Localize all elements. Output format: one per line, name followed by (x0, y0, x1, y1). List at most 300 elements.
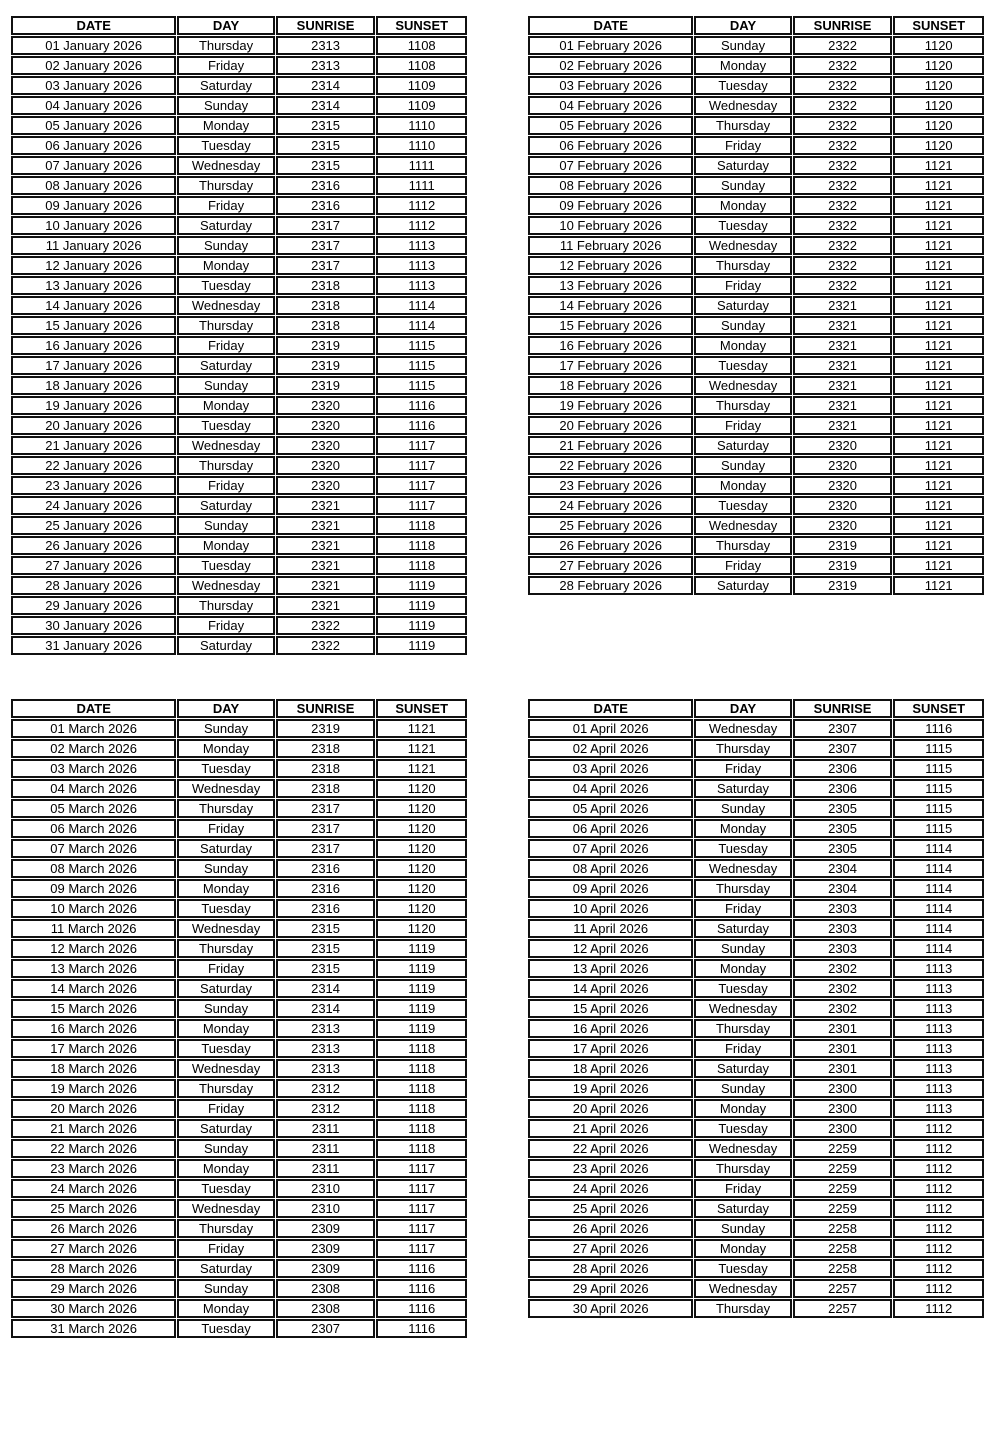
cell-date: 04 January 2026 (11, 96, 176, 115)
cell-sunrise: 2315 (276, 959, 376, 978)
cell-sunset: 1116 (376, 1319, 467, 1338)
cell-day: Saturday (694, 1059, 791, 1078)
cell-date: 12 January 2026 (11, 256, 176, 275)
table-header-row (11, 16, 467, 35)
cell-day: Friday (177, 476, 274, 495)
cell-sunrise: 2320 (276, 476, 376, 495)
cell-sunset: 1116 (376, 1259, 467, 1278)
cell-sunset: 1121 (893, 496, 984, 515)
cell-sunrise: 2259 (793, 1199, 893, 1218)
cell-day: Wednesday (694, 516, 791, 535)
cell-day: Friday (694, 899, 791, 918)
table-row (11, 1199, 467, 1218)
table-row (11, 536, 467, 555)
cell-sunrise: 2321 (276, 556, 376, 575)
cell-sunset: 1120 (893, 136, 984, 155)
cell-date: 13 April 2026 (528, 959, 693, 978)
cell-sunset: 1117 (376, 1159, 467, 1178)
cell-day: Sunday (694, 1219, 791, 1238)
cell-day: Monday (177, 1299, 274, 1318)
cell-sunrise: 2311 (276, 1159, 376, 1178)
cell-sunset: 1121 (893, 556, 984, 575)
cell-sunrise: 2321 (793, 416, 893, 435)
cell-sunset: 1119 (376, 616, 467, 635)
cell-date: 02 February 2026 (528, 56, 693, 75)
cell-sunrise: 2312 (276, 1099, 376, 1118)
cell-sunset: 1113 (893, 1059, 984, 1078)
cell-date: 22 April 2026 (528, 1139, 693, 1158)
cell-sunrise: 2321 (793, 296, 893, 315)
column-header-sunset: SUNSET (893, 16, 984, 35)
cell-day: Monday (177, 116, 274, 135)
cell-day: Monday (694, 336, 791, 355)
cell-date: 11 January 2026 (11, 236, 176, 255)
table-row (528, 859, 984, 878)
table-row (11, 216, 467, 235)
cell-sunrise: 2322 (793, 276, 893, 295)
cell-day: Saturday (177, 496, 274, 515)
cell-sunset: 1112 (893, 1159, 984, 1178)
cell-day: Wednesday (177, 1059, 274, 1078)
cell-sunset: 1114 (893, 919, 984, 938)
cell-day: Sunday (694, 316, 791, 335)
cell-day: Monday (694, 196, 791, 215)
cell-sunset: 1121 (376, 719, 467, 738)
table-row (11, 839, 467, 858)
cell-sunset: 1112 (893, 1199, 984, 1218)
cell-date: 15 February 2026 (528, 316, 693, 335)
cell-sunrise: 2320 (276, 396, 376, 415)
cell-day: Tuesday (694, 356, 791, 375)
column-header-sunset: SUNSET (893, 699, 984, 718)
cell-date: 13 March 2026 (11, 959, 176, 978)
cell-sunrise: 2322 (793, 136, 893, 155)
cell-sunset: 1112 (893, 1299, 984, 1318)
cell-sunset: 1117 (376, 1199, 467, 1218)
cell-date: 03 March 2026 (11, 759, 176, 778)
table-row (11, 1119, 467, 1138)
cell-sunset: 1113 (376, 276, 467, 295)
cell-day: Saturday (694, 1199, 791, 1218)
cell-sunset: 1113 (893, 1079, 984, 1098)
cell-sunset: 1114 (376, 316, 467, 335)
table-row (528, 516, 984, 535)
cell-day: Thursday (177, 799, 274, 818)
cell-sunset: 1112 (893, 1239, 984, 1258)
cell-date: 09 January 2026 (11, 196, 176, 215)
cell-sunrise: 2321 (276, 496, 376, 515)
cell-date: 24 April 2026 (528, 1179, 693, 1198)
cell-day: Monday (177, 396, 274, 415)
table-row (528, 939, 984, 958)
table-row (11, 1019, 467, 1038)
cell-day: Monday (177, 1159, 274, 1178)
cell-date: 29 April 2026 (528, 1279, 693, 1298)
cell-sunrise: 2320 (793, 476, 893, 495)
cell-sunset: 1120 (376, 779, 467, 798)
cell-date: 27 March 2026 (11, 1239, 176, 1258)
cell-day: Tuesday (694, 979, 791, 998)
cell-sunrise: 2306 (793, 759, 893, 778)
cell-day: Thursday (177, 1079, 274, 1098)
table-row (528, 1059, 984, 1078)
cell-sunrise: 2320 (793, 516, 893, 535)
cell-day: Thursday (694, 256, 791, 275)
cell-sunrise: 2322 (276, 636, 376, 655)
cell-date: 10 April 2026 (528, 899, 693, 918)
sunrise-sunset-table-april (527, 698, 985, 1319)
cell-sunrise: 2322 (793, 236, 893, 255)
cell-date: 06 January 2026 (11, 136, 176, 155)
cell-day: Wednesday (694, 859, 791, 878)
table-row (528, 719, 984, 738)
cell-date: 10 January 2026 (11, 216, 176, 235)
table-row (528, 1239, 984, 1258)
cell-sunset: 1118 (376, 1119, 467, 1138)
cell-date: 10 February 2026 (528, 216, 693, 235)
cell-sunrise: 2317 (276, 819, 376, 838)
table-row (11, 1219, 467, 1238)
cell-sunrise: 2308 (276, 1279, 376, 1298)
table-row (11, 1259, 467, 1278)
cell-sunrise: 2319 (793, 576, 893, 595)
table-row (528, 316, 984, 335)
table-row (11, 759, 467, 778)
cell-day: Saturday (694, 779, 791, 798)
cell-sunrise: 2322 (793, 116, 893, 135)
cell-date: 03 February 2026 (528, 76, 693, 95)
cell-sunrise: 2313 (276, 36, 376, 55)
cell-day: Monday (177, 739, 274, 758)
table-row (528, 56, 984, 75)
cell-sunset: 1121 (893, 376, 984, 395)
cell-date: 04 April 2026 (528, 779, 693, 798)
cell-sunrise: 2321 (793, 396, 893, 415)
table-row (11, 939, 467, 958)
cell-day: Monday (177, 536, 274, 555)
table-row (11, 36, 467, 55)
cell-sunset: 1113 (893, 1039, 984, 1058)
cell-date: 09 April 2026 (528, 879, 693, 898)
cell-date: 27 January 2026 (11, 556, 176, 575)
cell-sunset: 1115 (893, 819, 984, 838)
column-header-sunrise: SUNRISE (276, 699, 376, 718)
column-header-date: DATE (528, 699, 693, 718)
cell-date: 08 April 2026 (528, 859, 693, 878)
cell-date: 02 April 2026 (528, 739, 693, 758)
table-row (11, 336, 467, 355)
cell-date: 25 April 2026 (528, 1199, 693, 1218)
cell-sunrise: 2320 (793, 456, 893, 475)
cell-day: Sunday (694, 1079, 791, 1098)
table-row (11, 1139, 467, 1158)
cell-day: Monday (694, 56, 791, 75)
cell-day: Tuesday (177, 899, 274, 918)
table-row (528, 1279, 984, 1298)
cell-sunset: 1121 (893, 456, 984, 475)
table-row (528, 779, 984, 798)
cell-sunrise: 2315 (276, 156, 376, 175)
cell-sunset: 1120 (893, 96, 984, 115)
cell-date: 18 April 2026 (528, 1059, 693, 1078)
table-row (11, 136, 467, 155)
cell-date: 20 April 2026 (528, 1099, 693, 1118)
cell-sunrise: 2309 (276, 1259, 376, 1278)
cell-day: Tuesday (694, 839, 791, 858)
cell-sunrise: 2321 (793, 316, 893, 335)
cell-day: Monday (694, 476, 791, 495)
cell-day: Tuesday (177, 416, 274, 435)
cell-sunrise: 2300 (793, 1079, 893, 1098)
table-row (528, 276, 984, 295)
cell-sunset: 1112 (893, 1139, 984, 1158)
table-row (528, 1079, 984, 1098)
cell-sunset: 1121 (893, 176, 984, 195)
cell-date: 16 April 2026 (528, 1019, 693, 1038)
table-row (11, 236, 467, 255)
cell-day: Thursday (177, 316, 274, 335)
cell-sunset: 1118 (376, 1059, 467, 1078)
cell-date: 26 January 2026 (11, 536, 176, 555)
cell-day: Tuesday (694, 1119, 791, 1138)
cell-sunset: 1120 (376, 819, 467, 838)
table-row (11, 116, 467, 135)
cell-date: 18 January 2026 (11, 376, 176, 395)
table-row (528, 396, 984, 415)
table-row (528, 819, 984, 838)
sunrise-sunset-table-march (10, 698, 468, 1339)
column-header-day: DAY (177, 699, 274, 718)
cell-date: 17 January 2026 (11, 356, 176, 375)
cell-date: 01 April 2026 (528, 719, 693, 738)
table-row (11, 1059, 467, 1078)
cell-sunrise: 2321 (276, 596, 376, 615)
table-row (528, 979, 984, 998)
cell-sunrise: 2315 (276, 939, 376, 958)
cell-sunrise: 2305 (793, 839, 893, 858)
cell-date: 09 March 2026 (11, 879, 176, 898)
cell-date: 20 March 2026 (11, 1099, 176, 1118)
table-row (528, 759, 984, 778)
cell-sunrise: 2304 (793, 859, 893, 878)
table-row (528, 216, 984, 235)
cell-sunset: 1120 (376, 919, 467, 938)
cell-sunset: 1115 (376, 376, 467, 395)
cell-day: Tuesday (177, 1179, 274, 1198)
cell-date: 24 January 2026 (11, 496, 176, 515)
cell-sunset: 1111 (376, 156, 467, 175)
table-row (11, 739, 467, 758)
cell-sunrise: 2302 (793, 999, 893, 1018)
table-row (11, 176, 467, 195)
cell-sunrise: 2322 (793, 36, 893, 55)
cell-date: 16 March 2026 (11, 1019, 176, 1038)
table-row (11, 436, 467, 455)
cell-sunset: 1112 (893, 1179, 984, 1198)
cell-date: 28 January 2026 (11, 576, 176, 595)
table-row (528, 376, 984, 395)
sunrise-sunset-table-february (527, 15, 985, 596)
cell-date: 15 March 2026 (11, 999, 176, 1018)
table-row (11, 819, 467, 838)
cell-sunset: 1120 (376, 839, 467, 858)
column-header-day: DAY (694, 699, 791, 718)
cell-sunrise: 2322 (793, 176, 893, 195)
table-row (528, 899, 984, 918)
cell-sunset: 1113 (893, 1019, 984, 1038)
cell-day: Sunday (694, 176, 791, 195)
cell-day: Thursday (694, 739, 791, 758)
cell-date: 25 February 2026 (528, 516, 693, 535)
table-row (528, 556, 984, 575)
table-row (11, 859, 467, 878)
cell-sunset: 1110 (376, 136, 467, 155)
cell-sunrise: 2313 (276, 1019, 376, 1038)
cell-sunrise: 2318 (276, 316, 376, 335)
cell-sunset: 1120 (893, 116, 984, 135)
table-row (528, 496, 984, 515)
cell-day: Tuesday (177, 759, 274, 778)
cell-day: Sunday (177, 1139, 274, 1158)
table-row (528, 116, 984, 135)
table-row (528, 1219, 984, 1238)
cell-day: Tuesday (177, 276, 274, 295)
cell-date: 05 April 2026 (528, 799, 693, 818)
cell-day: Tuesday (177, 556, 274, 575)
cell-sunrise: 2317 (276, 256, 376, 275)
cell-sunrise: 2259 (793, 1179, 893, 1198)
cell-day: Saturday (177, 1259, 274, 1278)
table-row (528, 739, 984, 758)
cell-sunset: 1112 (893, 1219, 984, 1238)
cell-sunset: 1119 (376, 576, 467, 595)
cell-date: 28 April 2026 (528, 1259, 693, 1278)
cell-sunrise: 2313 (276, 56, 376, 75)
table-row (528, 336, 984, 355)
cell-sunrise: 2321 (276, 516, 376, 535)
cell-sunrise: 2319 (276, 376, 376, 395)
cell-day: Monday (694, 1099, 791, 1118)
cell-sunset: 1119 (376, 596, 467, 615)
cell-sunrise: 2303 (793, 939, 893, 958)
cell-date: 19 January 2026 (11, 396, 176, 415)
cell-day: Sunday (177, 376, 274, 395)
table-row (528, 416, 984, 435)
cell-sunrise: 2317 (276, 216, 376, 235)
cell-day: Thursday (177, 176, 274, 195)
cell-sunset: 1113 (376, 256, 467, 275)
cell-date: 01 January 2026 (11, 36, 176, 55)
cell-day: Friday (177, 196, 274, 215)
cell-date: 12 February 2026 (528, 256, 693, 275)
table-row (11, 1319, 467, 1338)
cell-date: 20 February 2026 (528, 416, 693, 435)
cell-day: Sunday (177, 719, 274, 738)
cell-sunset: 1121 (893, 216, 984, 235)
cell-sunrise: 2309 (276, 1239, 376, 1258)
cell-day: Wednesday (694, 236, 791, 255)
cell-sunset: 1116 (893, 719, 984, 738)
cell-sunset: 1116 (376, 1299, 467, 1318)
cell-date: 06 February 2026 (528, 136, 693, 155)
cell-sunset: 1118 (376, 516, 467, 535)
cell-sunset: 1119 (376, 999, 467, 1018)
cell-sunrise: 2320 (793, 436, 893, 455)
cell-day: Thursday (694, 396, 791, 415)
table-row (11, 396, 467, 415)
cell-sunrise: 2319 (276, 356, 376, 375)
cell-date: 04 February 2026 (528, 96, 693, 115)
cell-date: 30 January 2026 (11, 616, 176, 635)
table-row (11, 1279, 467, 1298)
table-row (528, 456, 984, 475)
cell-sunset: 1121 (893, 536, 984, 555)
cell-day: Thursday (694, 1019, 791, 1038)
cell-sunset: 1121 (893, 196, 984, 215)
table-row (528, 96, 984, 115)
cell-sunrise: 2300 (793, 1099, 893, 1118)
cell-sunrise: 2308 (276, 1299, 376, 1318)
cell-day: Tuesday (694, 76, 791, 95)
cell-sunrise: 2315 (276, 116, 376, 135)
table-row (528, 156, 984, 175)
column-header-day: DAY (694, 16, 791, 35)
cell-day: Friday (177, 56, 274, 75)
cell-day: Friday (177, 336, 274, 355)
table-header-row (528, 699, 984, 718)
table-row (528, 839, 984, 858)
cell-day: Sunday (694, 36, 791, 55)
cell-sunset: 1119 (376, 979, 467, 998)
cell-day: Thursday (694, 116, 791, 135)
cell-sunrise: 2307 (793, 719, 893, 738)
cell-day: Wednesday (694, 96, 791, 115)
cell-day: Monday (177, 879, 274, 898)
cell-sunrise: 2309 (276, 1219, 376, 1238)
table-row (528, 256, 984, 275)
table-row (11, 296, 467, 315)
cell-date: 18 March 2026 (11, 1059, 176, 1078)
cell-sunset: 1114 (893, 839, 984, 858)
cell-date: 01 February 2026 (528, 36, 693, 55)
cell-date: 24 February 2026 (528, 496, 693, 515)
cell-day: Wednesday (694, 376, 791, 395)
cell-date: 17 March 2026 (11, 1039, 176, 1058)
cell-day: Wednesday (694, 1279, 791, 1298)
cell-date: 25 March 2026 (11, 1199, 176, 1218)
table-row (528, 1139, 984, 1158)
cell-sunset: 1121 (893, 516, 984, 535)
cell-date: 03 January 2026 (11, 76, 176, 95)
tables-grid (10, 15, 985, 1339)
table-row (11, 1039, 467, 1058)
cell-sunset: 1120 (376, 899, 467, 918)
cell-date: 15 January 2026 (11, 316, 176, 335)
cell-sunrise: 2301 (793, 1059, 893, 1078)
cell-day: Sunday (177, 999, 274, 1018)
cell-date: 27 February 2026 (528, 556, 693, 575)
cell-day: Wednesday (177, 919, 274, 938)
cell-sunrise: 2321 (793, 376, 893, 395)
cell-sunset: 1113 (893, 999, 984, 1018)
table-row (11, 96, 467, 115)
cell-sunrise: 2315 (276, 136, 376, 155)
cell-sunrise: 2314 (276, 96, 376, 115)
cell-day: Saturday (694, 436, 791, 455)
cell-sunrise: 2320 (793, 496, 893, 515)
cell-sunset: 1120 (376, 879, 467, 898)
cell-day: Tuesday (177, 1319, 274, 1338)
